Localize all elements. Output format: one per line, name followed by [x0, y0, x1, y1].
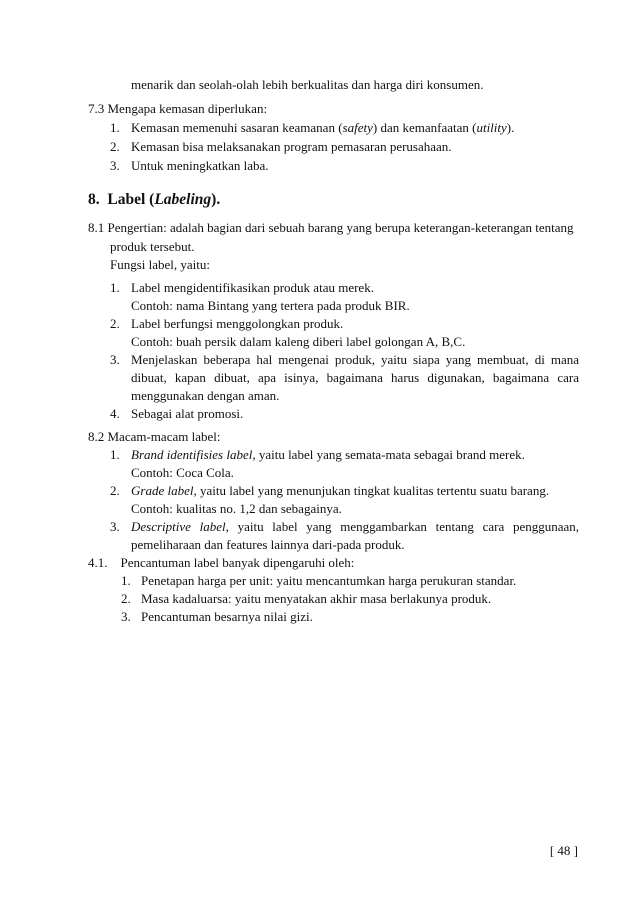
list-item: Label mengidentifikasikan produk atau merek. [131, 280, 374, 295]
section-8-1-line1: 8.1 Pengertian: adalah bagian dari sebuah barang yang berupa keterangan-keterangan tentang [88, 220, 574, 235]
list-number: 1. [110, 280, 120, 295]
list-number: 3. [110, 158, 120, 173]
list-item-example: Contoh: buah persik dalam kaleng diberi label golongan A, B,C. [131, 334, 466, 349]
list-item: Menjelaskan beberapa hal mengenai produk, yaitu siapa yang membuat, di mana [131, 352, 579, 367]
list-number: 3. [121, 609, 131, 624]
list-item: Descriptive label, yaitu label yang menggambarkan tentang cara penggunaan, [131, 519, 580, 534]
list-number: 3. [110, 352, 120, 367]
list-number: 2. [110, 483, 120, 498]
continuation-line: menarik dan seolah-olah lebih berkualitas dan harga diri konsumen. [131, 77, 484, 92]
list-item: Untuk meningkatkan laba. [131, 158, 269, 173]
section-8-heading: 8. Label (Labeling). [88, 191, 221, 208]
list-number: 1. [110, 120, 120, 135]
list-number: 2. [121, 591, 131, 606]
list-item-cont: pemeliharaan dan features lainnya dari-pada produk. [131, 537, 405, 552]
list-number: 1. [121, 573, 131, 588]
list-item-cont: menggunakan dengan aman. [131, 388, 280, 403]
list-number: 1. [110, 447, 120, 462]
list-item: Grade label, yaitu label yang menunjukan tingkat kualitas tertentu suatu barang. [131, 483, 550, 498]
section-8-2-title: 8.2 Macam-macam label: [88, 429, 221, 444]
list-item: Brand identifisies label, yaitu label yang semata-mata sebagai brand merek. [131, 447, 525, 462]
list-item: Sebagai alat promosi. [131, 406, 244, 421]
list-item: Label berfungsi menggolongkan produk. [131, 316, 344, 331]
list-item: Kemasan memenuhi sasaran keamanan (safety) dan kemanfaatan (utility). [131, 120, 515, 135]
section-8-1-line2: produk tersebut. [110, 239, 195, 254]
list-number: 2. [110, 139, 120, 154]
list-item-example: Contoh: kualitas no. 1,2 dan sebagainya. [131, 501, 342, 516]
section-4-1-title: 4.1. Pencantuman label banyak dipengaruhi oleh: [88, 555, 355, 570]
list-item: Pencantuman besarnya nilai gizi. [141, 609, 313, 624]
list-number: 3. [110, 519, 120, 534]
list-item-example: Contoh: Coca Cola. [131, 465, 234, 480]
list-item-example: Contoh: nama Bintang yang tertera pada produk BIR. [131, 298, 410, 313]
list-item: Penetapan harga per unit: yaitu mencantumkan harga perukuran standar. [141, 573, 517, 588]
list-item-cont: dibuat, kapan dibuat, apa isinya, bagaimana harus digunakan, bagaimana cara [131, 370, 579, 385]
section-8-1-line3: Fungsi label, yaitu: [110, 257, 211, 272]
list-item: Masa kadaluarsa: yaitu menyatakan akhir masa berlakunya produk. [141, 591, 492, 606]
page-number: [ 48 ] [549, 843, 578, 858]
list-number: 4. [110, 406, 120, 421]
section-7-3-title: 7.3 Mengapa kemasan diperlukan: [88, 101, 268, 116]
list-number: 2. [110, 316, 120, 331]
list-item: Kemasan bisa melaksanakan program pemasaran perusahaan. [131, 139, 452, 154]
